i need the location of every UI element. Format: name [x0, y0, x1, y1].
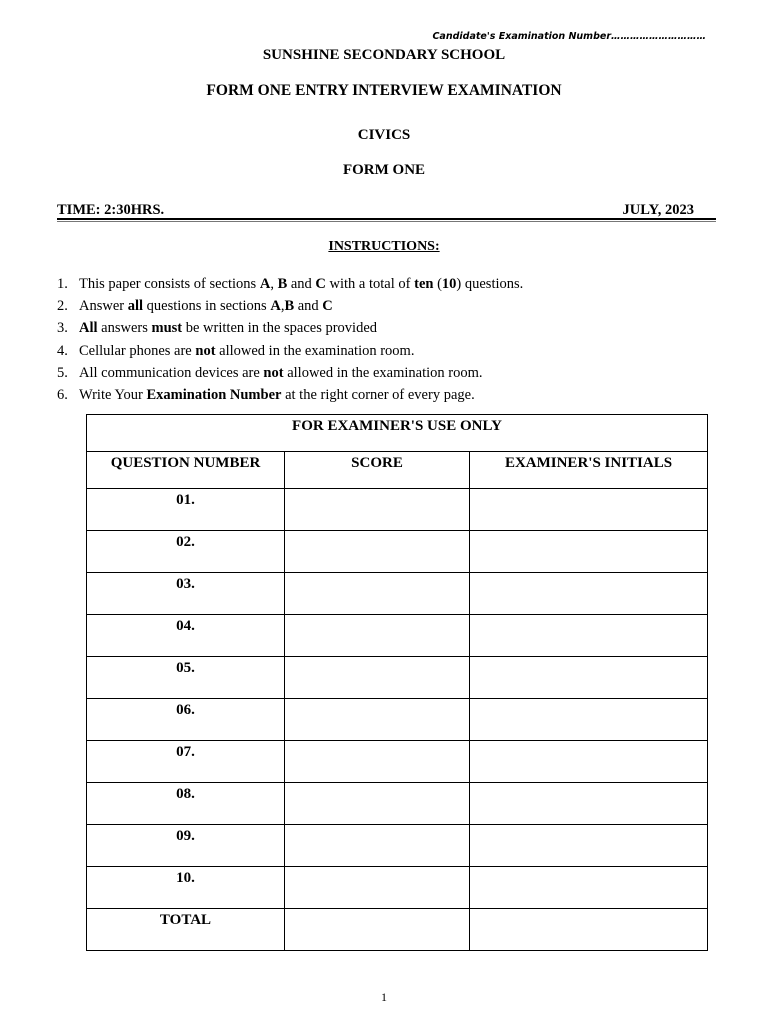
score-cell[interactable]	[285, 909, 470, 951]
column-header-question-number: QUESTION NUMBER	[87, 452, 285, 489]
school-name: SUNSHINE SECONDARY SCHOOL	[262, 47, 506, 63]
instruction-item	[57, 362, 523, 384]
examiner-initials-cell[interactable]	[470, 531, 708, 573]
examiner-initials-cell[interactable]	[470, 867, 708, 909]
instruction-emphasis: not	[263, 364, 284, 381]
question-number-cell: 01.	[87, 489, 285, 531]
instructions-list	[57, 273, 523, 406]
instruction-text: at the right corner of every page.	[281, 386, 475, 403]
instruction-text: answers	[97, 320, 152, 337]
table-row	[87, 489, 708, 531]
column-header-score: SCORE	[285, 452, 470, 489]
score-cell[interactable]	[285, 657, 470, 699]
examiner-table	[86, 414, 708, 951]
instruction-emphasis: A	[259, 276, 271, 292]
question-number-cell: 06.	[87, 699, 285, 741]
table-row	[87, 531, 708, 573]
question-number-cell: 02.	[87, 531, 285, 573]
instruction-emphasis: must	[151, 320, 183, 337]
score-cell[interactable]	[285, 489, 470, 531]
instruction-item	[57, 340, 523, 362]
score-cell[interactable]	[285, 615, 470, 657]
instruction-number: 1.	[57, 276, 68, 292]
exam-time: TIME: 2:30HRS.	[57, 202, 165, 218]
instruction-emphasis: A	[270, 298, 281, 315]
score-cell[interactable]	[285, 531, 470, 573]
instruction-text: ,	[280, 298, 285, 315]
examiner-initials-cell[interactable]	[470, 657, 708, 699]
score-cell[interactable]	[285, 573, 470, 615]
instruction-number: 4.	[57, 342, 68, 359]
exam-date: JULY, 2023	[622, 202, 694, 218]
instructions-title: INSTRUCTIONS:	[328, 239, 440, 254]
examiner-initials-cell[interactable]	[470, 573, 708, 615]
question-number-cell: 05.	[87, 657, 285, 699]
table-row	[87, 783, 708, 825]
question-number-cell: 03.	[87, 573, 285, 615]
instruction-text: with a total of	[325, 276, 415, 292]
exam-title: FORM ONE ENTRY INTERVIEW EXAMINATION	[206, 82, 562, 99]
instruction-number: 6.	[57, 386, 68, 403]
instruction-emphasis: All	[79, 320, 98, 337]
score-cell[interactable]	[285, 867, 470, 909]
score-cell[interactable]	[285, 741, 470, 783]
question-number-cell: 08.	[87, 783, 285, 825]
instruction-number: 2.	[57, 298, 68, 315]
score-cell[interactable]	[285, 699, 470, 741]
instruction-text: ) questions.	[456, 276, 524, 292]
instruction-text: Answer	[79, 298, 128, 315]
header-divider	[57, 218, 716, 220]
instruction-text: All communication devices are	[79, 364, 264, 381]
instruction-text: and	[294, 298, 323, 315]
instruction-emphasis: all	[127, 298, 144, 315]
instruction-item	[57, 317, 523, 339]
score-cell[interactable]	[285, 783, 470, 825]
instruction-text: questions in sections	[143, 298, 271, 315]
table-row	[87, 741, 708, 783]
table-row	[87, 657, 708, 699]
instruction-emphasis: B	[284, 298, 295, 315]
examiner-initials-cell[interactable]	[470, 741, 708, 783]
examiner-initials-cell[interactable]	[470, 615, 708, 657]
subject-title: CIVICS	[357, 127, 411, 143]
examiner-initials-cell[interactable]	[470, 909, 708, 951]
column-header-examiner-initials: EXAMINER'S INITIALS	[470, 452, 708, 489]
instruction-number: 5.	[57, 364, 68, 381]
score-cell[interactable]	[285, 825, 470, 867]
candidate-examination-number: Candidate's Examination Number…………………………	[432, 31, 706, 42]
examiner-table-title: FOR EXAMINER'S USE ONLY	[87, 415, 708, 452]
instruction-text: allowed in the examination room.	[283, 364, 483, 381]
question-number-cell: 04.	[87, 615, 285, 657]
instruction-text: ,	[270, 276, 278, 292]
examiner-initials-cell[interactable]	[470, 783, 708, 825]
examiner-initials-cell[interactable]	[470, 825, 708, 867]
instruction-text: allowed in the examination room.	[215, 342, 415, 359]
instruction-text: and	[287, 276, 316, 292]
instruction-item	[57, 295, 523, 317]
table-row	[87, 909, 708, 951]
instruction-emphasis: C	[315, 276, 326, 292]
instruction-text: Write Your	[79, 386, 147, 403]
instruction-text: be written in the spaces provided	[182, 320, 378, 337]
instruction-emphasis: ten	[414, 276, 434, 292]
question-number-cell: 07.	[87, 741, 285, 783]
instruction-emphasis: C	[322, 298, 333, 315]
instruction-item	[57, 273, 523, 295]
header-divider-shadow	[57, 221, 716, 222]
instruction-emphasis: B	[277, 276, 288, 292]
instruction-number: 3.	[57, 320, 68, 337]
table-row	[87, 573, 708, 615]
instruction-emphasis: not	[195, 342, 216, 359]
instruction-emphasis: 10	[441, 276, 457, 292]
instruction-text: Cellular phones are	[79, 342, 196, 359]
table-row	[87, 867, 708, 909]
question-number-cell: 10.	[87, 867, 285, 909]
table-row	[87, 825, 708, 867]
question-number-cell: TOTAL	[87, 909, 285, 951]
time-date-row	[57, 202, 716, 219]
instruction-item	[57, 384, 523, 406]
table-row	[87, 699, 708, 741]
question-number-cell: 09.	[87, 825, 285, 867]
instruction-emphasis: Examination Number	[146, 386, 282, 403]
form-level: FORM ONE	[342, 162, 426, 178]
instruction-text: This paper consists of sections	[79, 276, 260, 292]
instruction-text: (	[433, 276, 442, 292]
page-number: 1	[381, 990, 387, 1004]
table-row	[87, 615, 708, 657]
examiner-initials-cell[interactable]	[470, 489, 708, 531]
examiner-initials-cell[interactable]	[470, 699, 708, 741]
